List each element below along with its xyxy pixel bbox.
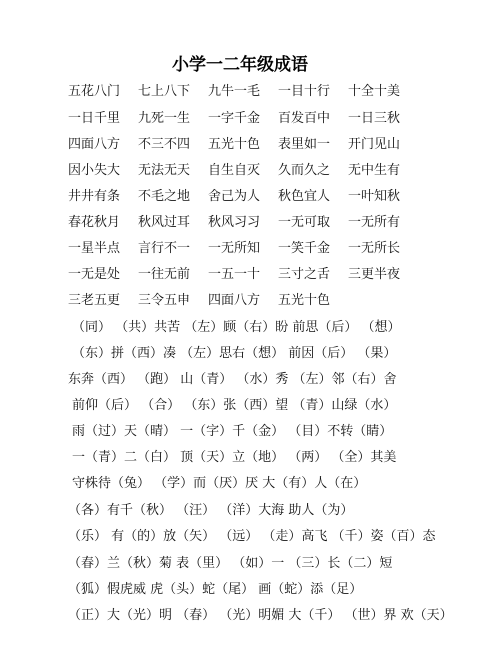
idiom-cell: 一笑千金 xyxy=(278,241,331,256)
idiom-cell: 因小失大 xyxy=(68,163,121,178)
idiom-cell: 七上八下 xyxy=(138,84,191,99)
idiom-cell: 一无是处 xyxy=(68,267,121,282)
idiom-cell: 表里如一 xyxy=(278,137,331,152)
idiom-cell: 三老五更 xyxy=(68,293,121,308)
exercise-line: （狐）假虎威 虎（头）蛇（尾） 画（蛇）添（足） xyxy=(68,582,363,597)
idiom-cell: 一五一十 xyxy=(208,267,261,282)
idiom-cell: 无法无天 xyxy=(138,163,191,178)
idiom-cell: 一无所有 xyxy=(348,215,401,230)
idiom-cell: 一叶知秋 xyxy=(348,189,401,204)
idiom-cell: 十全十美 xyxy=(348,84,401,99)
exercise-line: （乐） 有（的）放（矢） （远） （走）高飞 （千）姿（百）态 xyxy=(68,529,436,544)
idiom-cell: 言行不一 xyxy=(138,241,191,256)
idiom-cell: 久而久之 xyxy=(278,163,331,178)
idiom-cell: 无中生有 xyxy=(348,163,401,178)
idiom-cell: 九牛一毛 xyxy=(208,84,261,99)
idiom-cell: 五光十色 xyxy=(278,293,331,308)
idiom-cell: 一无可取 xyxy=(278,215,331,230)
idiom-cell: 五光十色 xyxy=(208,137,261,152)
exercise-line: （各）有千（秋） （汪） （洋）大海 助人（为） xyxy=(68,503,354,518)
exercise-line: 雨（过）天（晴） 一（字）千（金） （目）不转（睛） xyxy=(72,424,393,439)
exercise-line: （正）大（光）明 （春） （光）明媚 大（千） （世）界 欢（天） xyxy=(68,608,453,623)
idiom-cell: 不毛之地 xyxy=(138,189,191,204)
exercise-line: （春）兰（秋）菊 表（里） （如）一 （三）长（二）短 xyxy=(68,556,393,571)
idiom-cell: 九死一生 xyxy=(138,111,191,126)
idiom-cell: 一字千金 xyxy=(208,111,261,126)
exercise-line: （东）拼（西）凑 （左）思右（想） 前因（后） （果） xyxy=(72,346,397,361)
idiom-cell: 一日千里 xyxy=(68,111,121,126)
idiom-cell: 五花八门 xyxy=(68,84,121,99)
idiom-cell: 不三不四 xyxy=(138,137,191,152)
idiom-cell: 秋风过耳 xyxy=(138,215,191,230)
idiom-cell: 一无所知 xyxy=(208,241,261,256)
exercise-line: 东奔（西） （跑） 山（青） （水）秀 （左）邻（右）舍 xyxy=(68,372,397,387)
idiom-cell: 一日三秋 xyxy=(348,111,401,126)
idiom-cell: 开门见山 xyxy=(348,137,401,152)
idiom-cell: 秋色宜人 xyxy=(278,189,331,204)
exercise-line: 守株待（兔） （学）而（厌）厌 大（有）人（在） xyxy=(72,476,367,491)
idiom-cell: 秋风习习 xyxy=(208,215,261,230)
idiom-cell: 一无所长 xyxy=(348,241,401,256)
idiom-cell: 三更半夜 xyxy=(348,267,401,282)
idiom-cell: 三寸之舌 xyxy=(278,267,331,282)
idiom-cell: 四面八方 xyxy=(208,293,261,308)
idiom-cell: 三令五申 xyxy=(138,293,191,308)
idiom-cell: 一星半点 xyxy=(68,241,121,256)
exercise-line: 一（青）二（白） 顶（天）立（地） （两） （全）其美 xyxy=(72,450,397,465)
idiom-cell: 自生自灭 xyxy=(208,163,261,178)
exercise-line: （同） （共）共苦 （左）顾（右）盼 前思（后） （想） xyxy=(72,320,401,335)
document-title: 小学一二年级成语 xyxy=(172,55,308,75)
exercise-line: 前仰（后） （合） （东）张（西）望 （青）山绿（水） xyxy=(72,398,397,413)
idiom-cell: 四面八方 xyxy=(68,137,121,152)
idiom-cell: 百发百中 xyxy=(278,111,331,126)
idiom-cell: 一目十行 xyxy=(278,84,331,99)
idiom-cell: 一往无前 xyxy=(138,267,191,282)
idiom-cell: 井井有条 xyxy=(68,189,121,204)
idiom-cell: 春花秋月 xyxy=(68,215,121,230)
idiom-cell: 舍己为人 xyxy=(208,189,261,204)
